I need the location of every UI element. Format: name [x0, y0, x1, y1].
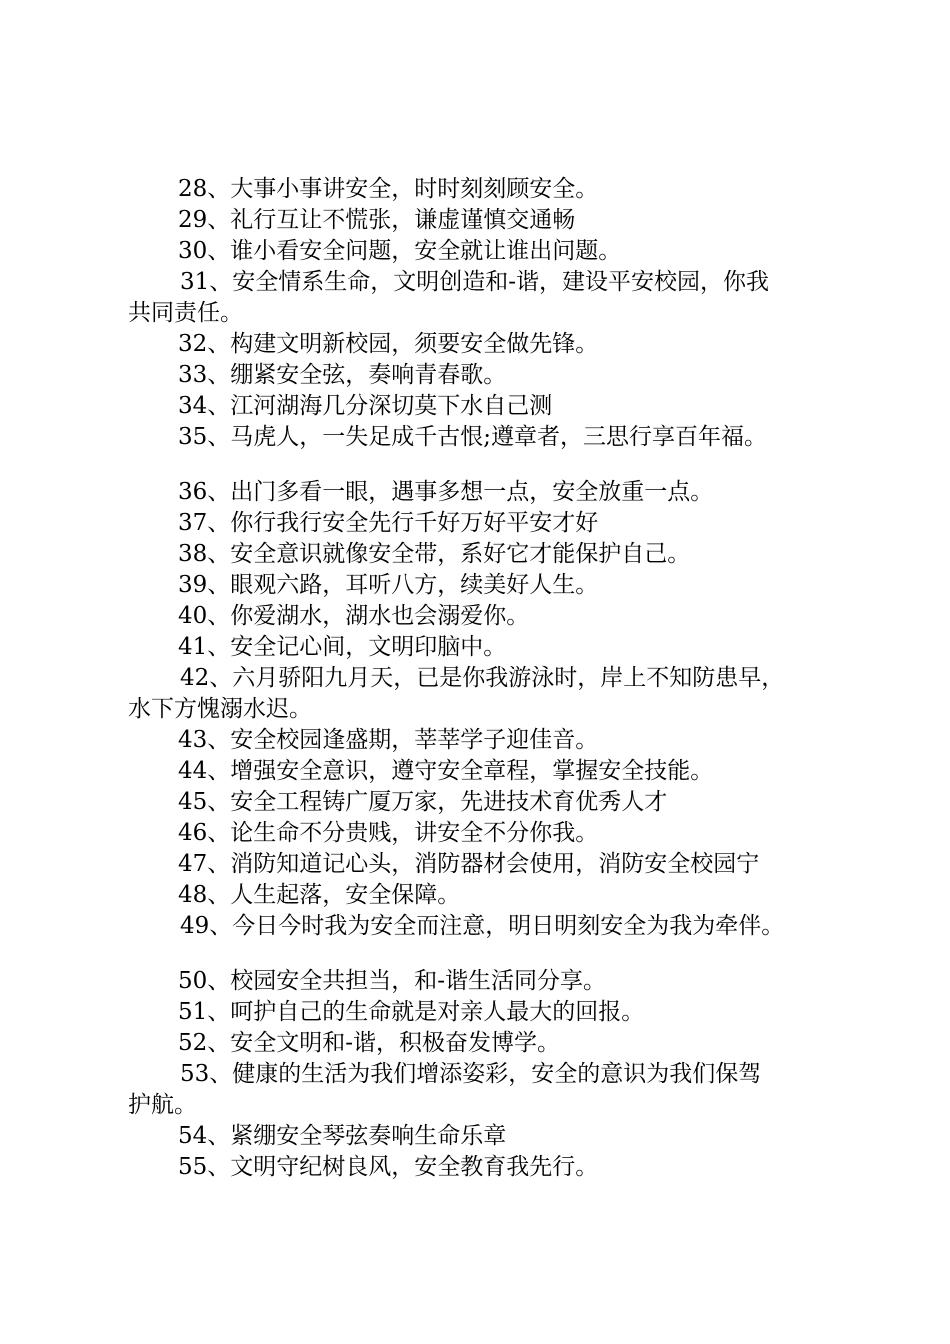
slogan-29: 29、礼行互让不慌张，谦虚谨慎交通畅	[178, 207, 576, 233]
slogan-31-continued: 共同责任。	[128, 300, 243, 326]
slogan-42-continued: 水下方愧溺水迟。	[128, 696, 312, 722]
slogan-39: 39、眼观六路，耳听八方，续美好人生。	[178, 572, 599, 598]
slogan-31: 31、安全情系生命，文明创造和-谐，建设平安校园，你我	[180, 269, 770, 295]
slogan-list	[128, 174, 848, 1183]
slogan-44: 44、增强安全意识，遵守安全章程，掌握安全技能。	[178, 758, 714, 784]
slogan-32: 32、构建文明新校园，须要安全做先锋。	[178, 331, 599, 357]
slogan-38: 38、安全意识就像安全带，系好它才能保护自己。	[178, 541, 691, 567]
slogan-54: 54、紧绷安全琴弦奏响生命乐章	[178, 1123, 507, 1149]
slogan-51: 51、呵护自己的生命就是对亲人最大的回报。	[178, 999, 645, 1025]
slogan-35: 35、马虎人，一失足成千古恨;遵章者，三思行享百年福。	[178, 424, 768, 450]
slogan-50: 50、校园安全共担当，和-谐生活同分享。	[178, 968, 607, 994]
slogan-49: 49、今日今时我为安全而注意，明日明刻安全为我为牵伴。	[180, 913, 785, 939]
slogan-46: 46、论生命不分贵贱，讲安全不分你我。	[178, 820, 599, 846]
slogan-53: 53、健康的生活为我们增添姿彩，安全的意识为我们保驾	[180, 1061, 762, 1087]
slogan-45: 45、安全工程铸广厦万家，先进技术育优秀人才	[178, 789, 668, 815]
slogan-53-continued: 护航。	[128, 1092, 197, 1118]
slogan-30: 30、谁小看安全问题，安全就让谁出问题。	[178, 238, 622, 264]
slogan-36: 36、出门多看一眼，遇事多想一点，安全放重一点。	[178, 479, 714, 505]
paragraph-gap	[128, 453, 848, 477]
slogan-28: 28、大事小事讲安全，时时刻刻顾安全。	[178, 176, 599, 202]
slogan-52: 52、安全文明和-谐，积极奋发博学。	[178, 1030, 561, 1056]
slogan-43: 43、安全校园逢盛期，莘莘学子迎佳音。	[178, 727, 599, 753]
paragraph-gap	[128, 942, 848, 966]
slogan-42: 42、六月骄阳九月天，已是你我游泳时，岸上不知防患早，	[180, 665, 785, 691]
slogan-34: 34、江河湖海几分深切莫下水自己测	[178, 393, 553, 419]
slogan-48: 48、人生起落，安全保障。	[178, 882, 461, 908]
slogan-33: 33、绷紧安全弦，奏响青春歌。	[178, 362, 507, 388]
slogan-40: 40、你爱湖水，湖水也会溺爱你。	[178, 603, 530, 629]
slogan-55: 55、文明守纪树良风，安全教育我先行。	[178, 1154, 599, 1180]
slogan-41: 41、安全记心间，文明印脑中。	[178, 634, 507, 660]
slogan-37: 37、你行我行安全先行千好万好平安才好	[178, 510, 599, 536]
slogan-47: 47、消防知道记心头，消防器材会使用，消防安全校园宁	[178, 851, 760, 877]
